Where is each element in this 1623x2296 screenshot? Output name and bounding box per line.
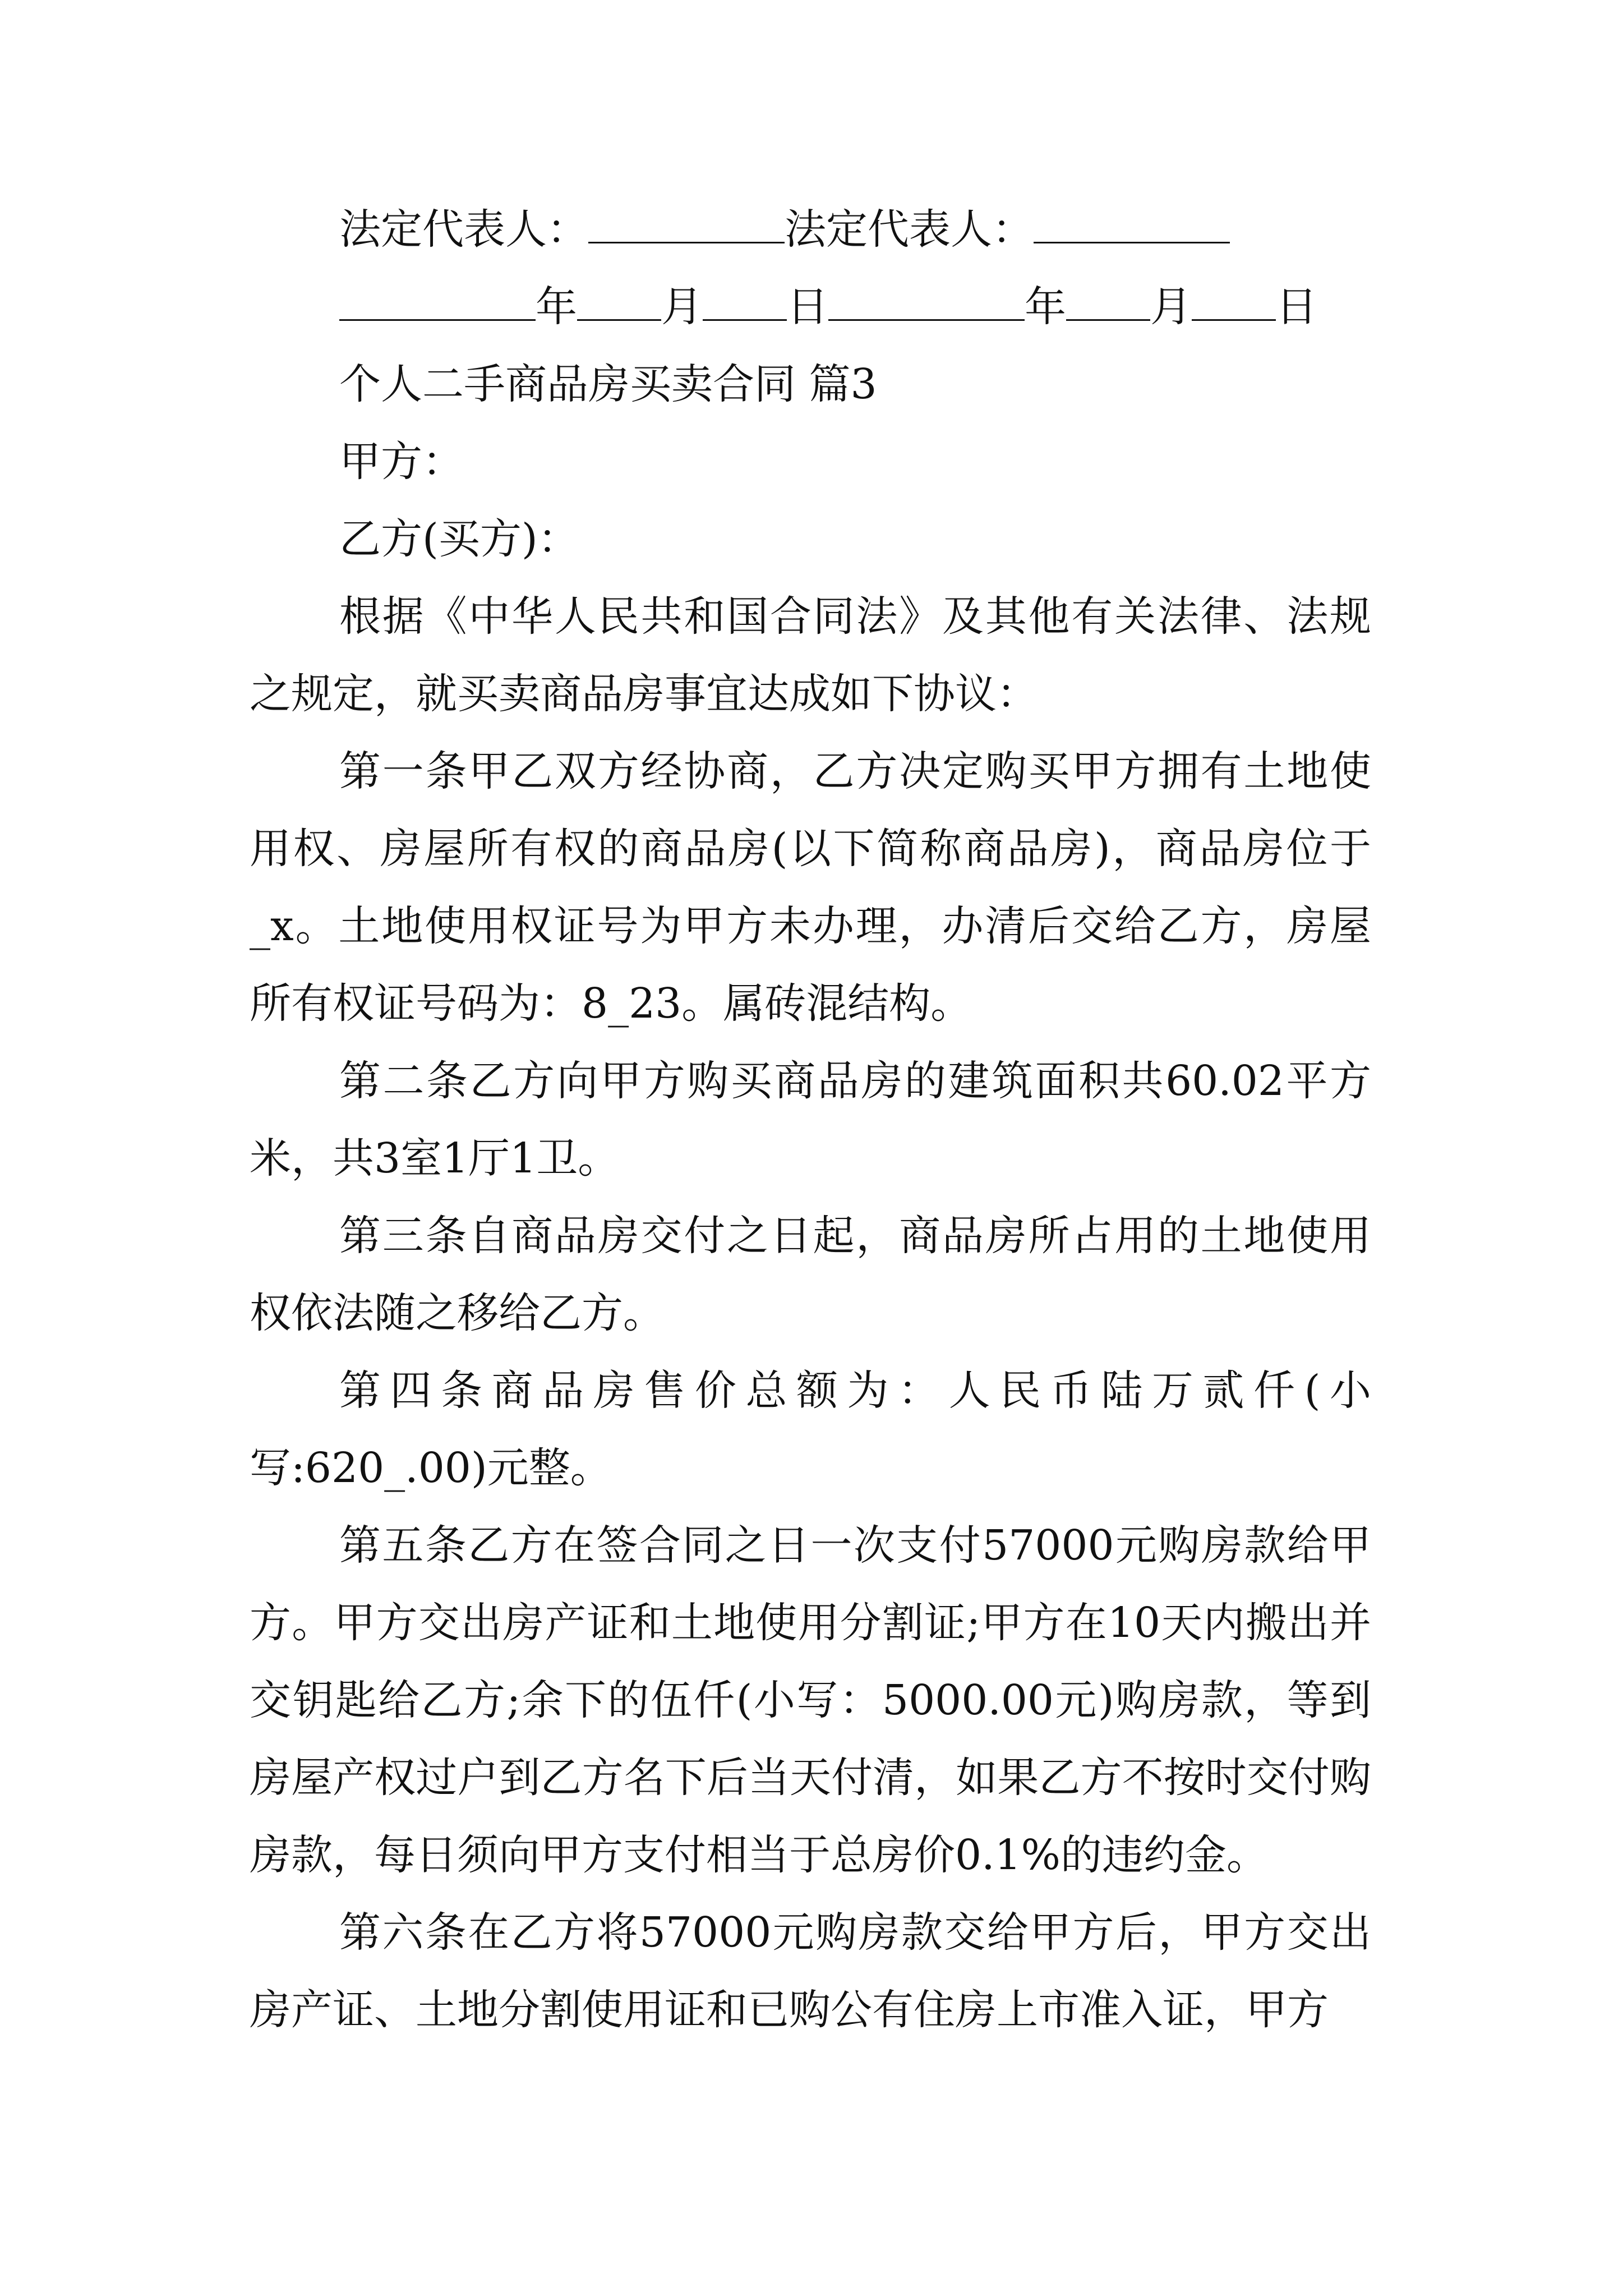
party-b-label: 乙方(买方)： xyxy=(339,515,579,563)
year-blank-a xyxy=(339,280,536,321)
paragraph-article-4: 第四条商品房售价总额为：人民币陆万贰仟(小写:620_.00)元整。 xyxy=(250,1366,1371,1492)
paragraph-article-6: 第六条在乙方将57000元购房款交给甲方后，甲方交出房产证、土地分割使用证和已购公有住房上市准入证，甲方 xyxy=(250,1908,1371,2034)
month-blank-b xyxy=(1066,280,1150,321)
paragraph-article-1: 第一条甲乙双方经协商，乙方决定购买甲方拥有土地使用权、房屋所有权的商品房(以下简称商品房)，商品房位于_x。土地使用权证号为甲方未办理，办清后交给乙方，房屋所有权证号码为：8_23。属砖混结构。 xyxy=(250,747,1371,1028)
rep-label-party-a: 法定代表人： xyxy=(339,205,588,254)
signature-date-line xyxy=(250,268,1371,346)
document-body xyxy=(250,191,1371,2049)
signature-representative-line xyxy=(250,191,1371,268)
day-label-a: 日 xyxy=(787,283,828,331)
month-label-a: 月 xyxy=(661,283,703,331)
day-blank-b xyxy=(1192,280,1276,321)
paragraph-preamble: 根据《中华人民共和国合同法》及其他有关法律、法规之规定，就买卖商品房事宜达成如下协议： xyxy=(250,592,1371,718)
month-blank-a xyxy=(577,280,661,321)
paragraph-article-5: 第五条乙方在签合同之日一次支付57000元购房款给甲方。甲方交出房产证和土地使用分割证;甲方在10天内搬出并交钥匙给乙方;余下的伍仟(小写：5000.00元)购房款，等到房屋产权过户到乙方名下后当天付清，如果乙方不按时交付购房款，每日须向甲方支付相当于总房价0.1%的违约金。 xyxy=(250,1521,1371,1879)
year-label-a: 年 xyxy=(536,283,577,331)
rep-label-party-b: 法定代表人： xyxy=(785,205,1034,254)
day-blank-a xyxy=(703,280,787,321)
party-a-label: 甲方： xyxy=(339,438,464,486)
paragraph-article-3: 第三条自商品房交付之日起，商品房所占用的土地使用权依法随之移给乙方。 xyxy=(250,1212,1371,1337)
rep-blank-party-b xyxy=(1034,203,1230,243)
year-blank-b xyxy=(828,280,1025,321)
contract-heading: 个人二手商品房买卖合同 篇3 xyxy=(339,360,877,408)
month-label-b: 月 xyxy=(1150,283,1192,331)
year-label-b: 年 xyxy=(1025,283,1066,331)
rep-blank-party-a xyxy=(588,203,785,243)
day-label-b: 日 xyxy=(1276,283,1317,331)
paragraph-article-2: 第二条乙方向甲方购买商品房的建筑面积共60.02平方米，共3室1厅1卫。 xyxy=(250,1057,1371,1182)
